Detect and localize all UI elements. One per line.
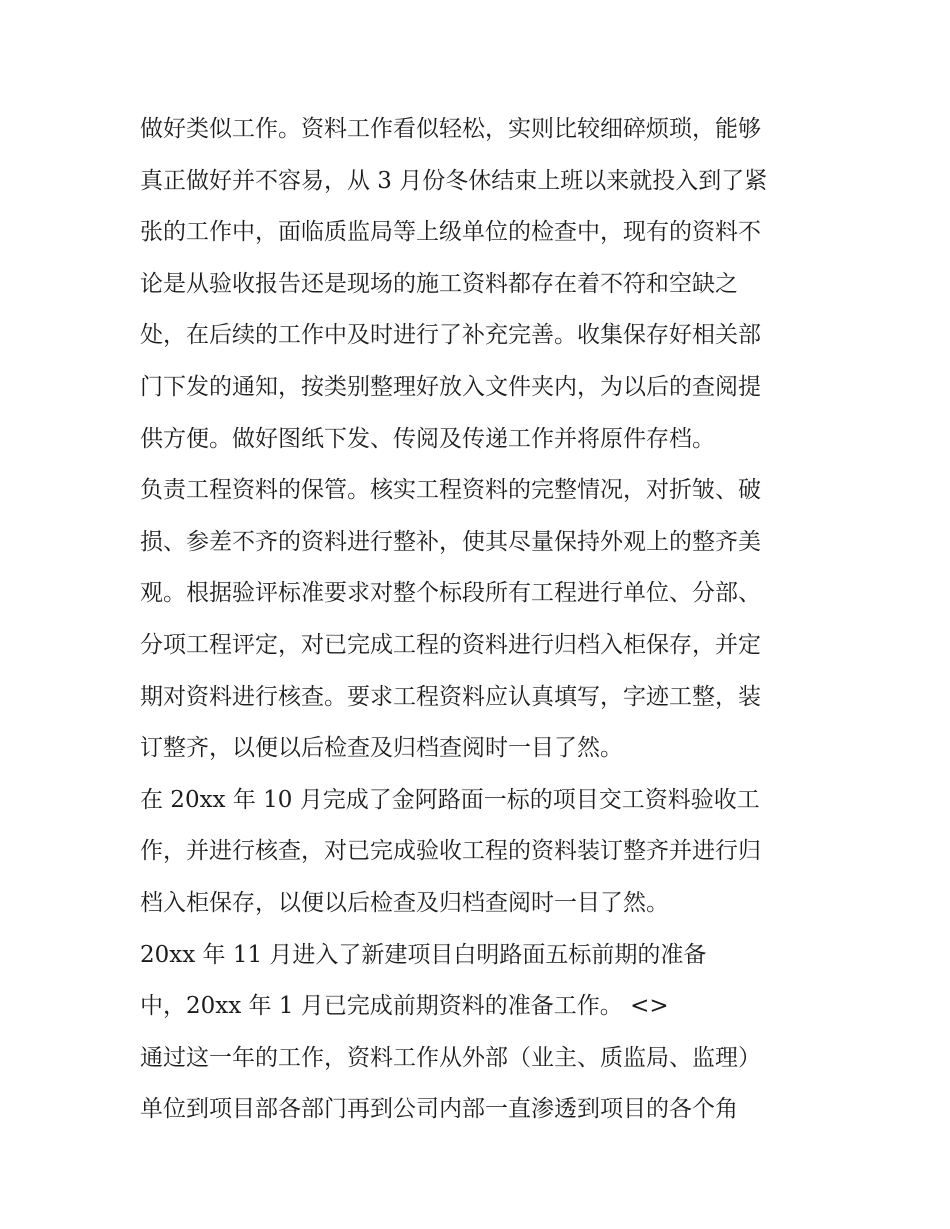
text-line: 作，并进行核查，对已完成验收工程的资料装订整齐并进行归 bbox=[140, 838, 761, 865]
text-line: 供方便。做好图纸下发、传阅及传递工作并将原件存档。 bbox=[140, 425, 715, 452]
text-line: 做好类似工作。资料工作看似轻松，实则比较细碎烦琐，能够 bbox=[140, 116, 761, 142]
document-body bbox=[140, 104, 820, 1136]
text-line: 真正做好并不容易，从 3 月份冬休结束上班以来就投入到了紧 bbox=[140, 167, 768, 194]
text-line: 张的工作中，面临质监局等上级单位的检查中，现有的资料不 bbox=[140, 219, 761, 246]
text-line: 订整齐，以便以后检查及归档查阅时一目了然。 bbox=[140, 735, 623, 762]
text-line: 分项工程评定，对已完成工程的资料进行归档入柜保存，并定 bbox=[140, 631, 761, 658]
text-line: 损、参差不齐的资料进行整补，使其尽量保持外观上的整齐美 bbox=[140, 528, 761, 555]
text-line: 在 20xx 年 10 月完成了金阿路面一标的项目交工资料验收工 bbox=[140, 786, 760, 813]
text-line: 处，在后续的工作中及时进行了补充完善。收集保存好相关部 bbox=[140, 322, 761, 349]
paragraph-data-custody bbox=[140, 465, 820, 775]
text-line: 中，20xx 年 1 月已完成前期资料的准备工作。 <> bbox=[140, 993, 669, 1020]
text-line: 档入柜保存，以便以后检查及归档查阅时一目了然。 bbox=[140, 889, 669, 916]
text-line: 负责工程资料的保管。核实工程资料的完整情况，对折皱、破 bbox=[140, 477, 761, 504]
text-line: 通过这一年的工作，资料工作从外部（业主、质监局、监理） bbox=[140, 1044, 761, 1071]
text-line: 20xx 年 11 月进入了新建项目白明路面五标前期的准备 bbox=[140, 941, 707, 968]
paragraph-new-project bbox=[140, 930, 820, 1033]
paragraph-summary bbox=[140, 1033, 820, 1136]
text-line: 期对资料进行核查。要求工程资料应认真填写，字迹工整，装 bbox=[140, 683, 761, 710]
text-line: 观。根据验评标准要求对整个标段所有工程进行单位、分部、 bbox=[140, 580, 761, 607]
paragraph-handover bbox=[140, 775, 820, 930]
paragraph-data-work bbox=[140, 104, 820, 465]
text-line: 门下发的通知，按类别整理好放入文件夹内，为以后的查阅提 bbox=[140, 373, 761, 400]
text-line: 论是从验收报告还是现场的施工资料都存在着不符和空缺之 bbox=[140, 270, 738, 297]
text-line: 单位到项目部各部门再到公司内部一直渗透到项目的各个角 bbox=[140, 1096, 738, 1123]
